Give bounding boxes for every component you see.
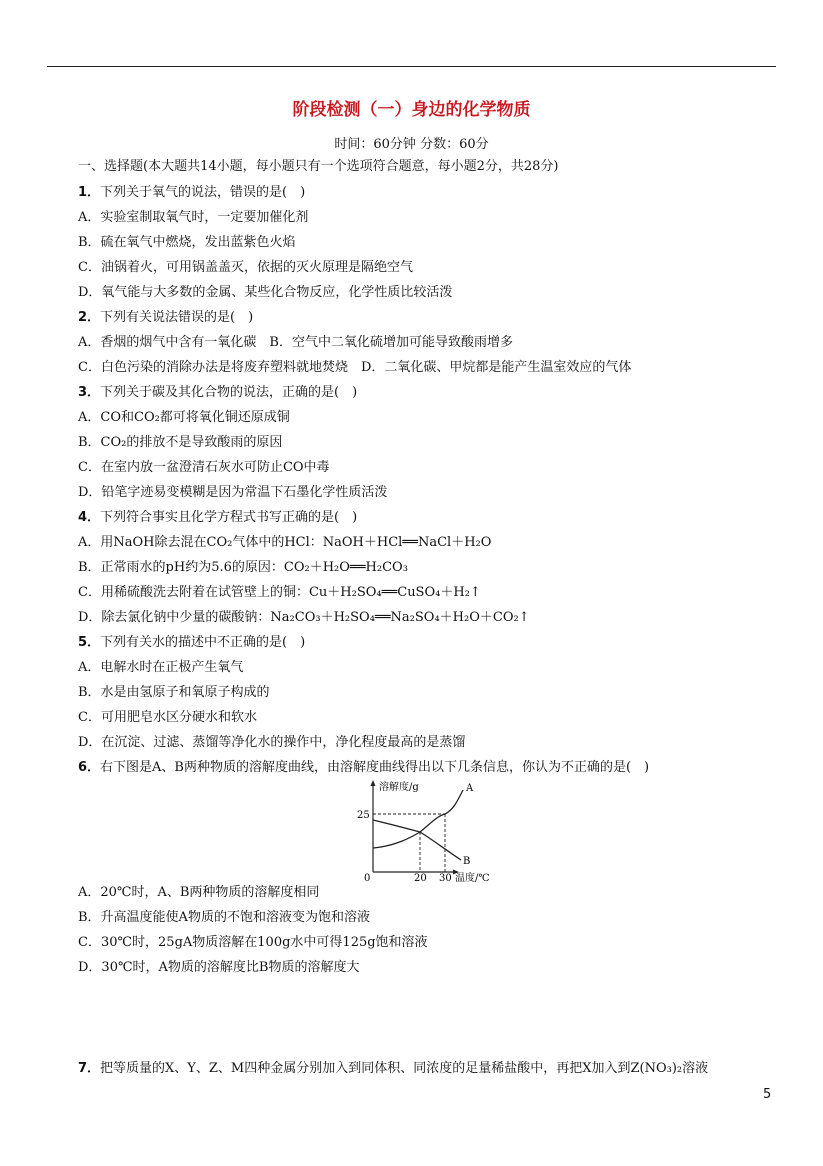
question-6-stem: 6．右下图是A、B两种物质的溶解度曲线，由溶解度曲线得出以下几条信息，你认为不正确的是( ): [78, 760, 650, 775]
question-3-stem: 3．下列关于碳及其化合物的说法，正确的是( ): [78, 385, 358, 400]
option: C．白色污染的消除办法是将废弃塑料就地焚烧 D．二氧化碳、甲烷都是能产生温室效应的气体: [78, 360, 632, 375]
question-4-stem: 4．下列符合事实且化学方程式书写正确的是( ): [78, 510, 358, 525]
question-number: 3．: [78, 385, 101, 400]
question-number: 1．: [78, 185, 101, 200]
y-axis-label: 溶解度/g: [379, 782, 419, 793]
section-heading: 一、选择题(本大题共14小题，每小题只有一个选项符合题意，每小题2分，共28分): [78, 159, 559, 174]
option: D．在沉淀、过滤、蒸馏等净化水的操作中，净化程度最高的是蒸馏: [78, 735, 466, 750]
curve-b-label: B: [463, 856, 471, 867]
question-5-stem: 5．下列有关水的描述中不正确的是( ): [78, 635, 306, 650]
option: D．氧气能与大多数的金属、某些化合物反应，化学性质比较活泼: [78, 285, 453, 300]
option: A．20℃时，A、B两种物质的溶解度相同: [78, 885, 320, 900]
question-1-stem: 1．下列关于氧气的说法，错误的是( ): [78, 185, 306, 200]
option: B．升高温度能使A物质的不饱和溶液变为饱和溶液: [78, 910, 370, 925]
option: A．电解水时在正极产生氧气: [78, 660, 244, 675]
page-title: 阶段检测（一）身边的化学物质: [292, 100, 531, 120]
y-tick-label: 25: [357, 810, 370, 821]
question-number: 5．: [78, 635, 101, 650]
option: D．除去氯化钠中少量的碳酸钠：Na₂CO₃＋H₂SO₄══Na₂SO₄＋H₂O＋CO₂↑: [78, 610, 530, 625]
question-number: 7．: [78, 1061, 101, 1076]
option: C．油锅着火，可用锅盖盖灭，依据的灭火原理是隔绝空气: [78, 260, 413, 275]
option: C．可用肥皂水区分硬水和软水: [78, 710, 257, 725]
exam-info: 时间：60分钟 分数：60分: [334, 137, 489, 152]
question-number: 6．: [78, 760, 101, 775]
option: B．CO₂的排放不是导致酸雨的原因: [78, 435, 283, 450]
question-2-stem: 2．下列有关说法错误的是( ): [78, 310, 254, 325]
solubility-curve-figure: [335, 778, 505, 882]
option: C．用稀硫酸洗去附着在试管壁上的铜：Cu＋H₂SO₄══CuSO₄＋H₂↑: [78, 585, 481, 600]
x-tick-label: 20: [414, 873, 427, 882]
y-axis-arrow-icon: [371, 780, 376, 786]
option: C．30℃时，25gA物质溶解在100g水中可得125g饱和溶液: [78, 935, 428, 950]
option: A．用NaOH除去混在CO₂气体中的HCl：NaOH＋HCl══NaCl＋H₂O: [78, 535, 492, 550]
option: A．实验室制取氧气时，一定要加催化剂: [78, 210, 309, 225]
question-number: 4．: [78, 510, 101, 525]
x-tick-label: 0: [364, 873, 371, 882]
option: D．30℃时，A物质的溶解度比B物质的溶解度大: [78, 960, 360, 975]
option: A．CO和CO₂都可将氧化铜还原成铜: [78, 410, 290, 425]
x-tick-label: 30: [439, 873, 452, 882]
question-7-stem: 7．把等质量的X、Y、Z、M四种金属分别加入到同体积、同浓度的足量稀盐酸中，再把X加入到Z(NO₃)₂溶液: [78, 1061, 709, 1076]
x-axis-label: 温度/℃: [455, 873, 490, 882]
question-number: 2．: [78, 310, 101, 325]
curve-a: [373, 790, 463, 848]
option: B．硫在氧气中燃烧，发出蓝紫色火焰: [78, 235, 296, 250]
page-number: 5: [763, 1087, 772, 1102]
option: C．在室内放一盆澄清石灰水可防止CO中毒: [78, 460, 330, 475]
option: A．香烟的烟气中含有一氧化碳 B．空气中二氧化硫增加可能导致酸雨增多: [78, 335, 513, 350]
option: D．铅笔字迹易变模糊是因为常温下石墨化学性质活泼: [78, 485, 388, 500]
option: B．水是由氢原子和氧原子构成的: [78, 685, 270, 700]
header-rule: [47, 66, 776, 67]
curve-b: [373, 820, 461, 860]
curve-a-label: A: [466, 783, 474, 794]
option: B．正常雨水的pH约为5.6的原因：CO₂＋H₂O══H₂CO₃: [78, 560, 408, 575]
